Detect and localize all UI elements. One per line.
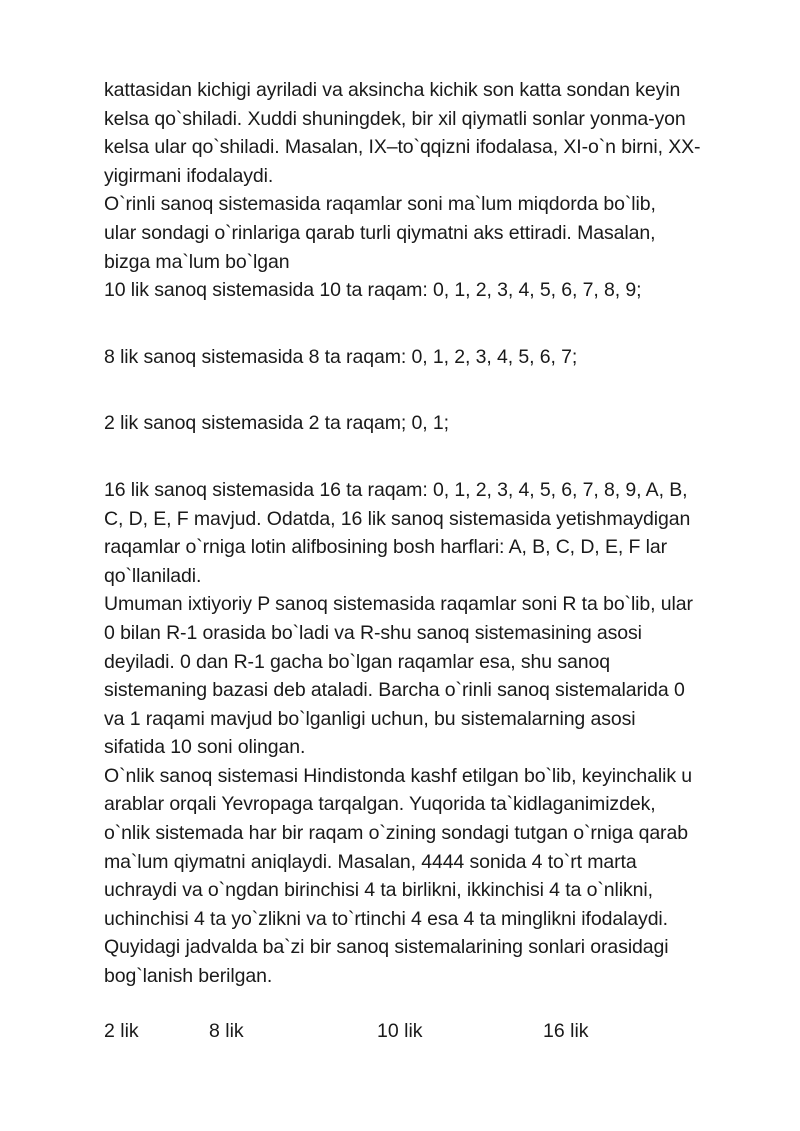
table-header-binary: 2 lik	[104, 1020, 139, 1042]
paragraph-line: C, D, E, F mavjud. Odatda, 16 lik sanoq sistemasida yetishmaydigan	[104, 507, 691, 530]
paragraph-line: O`nlik sanoq sistemasi Hindistonda kashf etilgan bo`lib, keyinchalik u	[104, 764, 693, 787]
paragraph-line: yigirmani ifodalaydi.	[104, 164, 274, 187]
paragraph-line: ma`lum qiymatni aniqlaydi. Masalan, 4444 sonida 4 to`rt marta	[104, 850, 637, 873]
hex-digits-line: 16 lik sanoq sistemasida 16 ta raqam: 0, 1, 2, 3, 4, 5, 6, 7, 8, 9, A, B,	[104, 478, 688, 501]
paragraph-line: kelsa ular qo`shiladi. Masalan, IX–to`qqizni ifodalasa, XI-o`n birni, XX-	[104, 136, 701, 159]
paragraph-line: va 1 raqami mavjud bo`lganligi uchun, bu sistemalarning asosi	[104, 707, 636, 730]
paragraph-line: Quyidagi jadvalda ba`zi bir sanoq sistemalarining sonlari orasidagi	[104, 936, 669, 959]
paragraph-line: o`nlik sistemada har bir raqam o`zining sondagi tutgan o`rniga qarab	[104, 822, 688, 845]
table-header-decimal: 10 lik	[377, 1020, 423, 1042]
decimal-digits-line: 10 lik sanoq sistemasida 10 ta raqam: 0, 1, 2, 3, 4, 5, 6, 7, 8, 9;	[104, 279, 642, 302]
paragraph-line: sifatida 10 soni olingan.	[104, 736, 306, 759]
paragraph-line: bog`lanish berilgan.	[104, 965, 273, 988]
paragraph-line: qo`llaniladi.	[104, 564, 202, 587]
paragraph-line: 0 bilan R-1 orasida bo`ladi va R-shu sanoq sistemasining asosi	[104, 621, 642, 644]
binary-digits-line: 2 lik sanoq sistemasida 2 ta raqam; 0, 1;	[104, 412, 449, 435]
paragraph-line: uchraydi va o`ngdan birinchisi 4 ta birlikni, ikkinchisi 4 ta o`nlikni,	[104, 879, 653, 902]
table-header-row	[0, 1020, 800, 1048]
paragraph-line: ular sondagi o`rinlariga qarab turli qiymatni aks ettiradi. Masalan,	[104, 221, 656, 244]
paragraph-line: sistemaning bazasi deb ataladi. Barcha o`rinli sanoq sistemalarida 0	[104, 679, 685, 702]
paragraph-line: kattasidan kichigi ayriladi va aksincha kichik son katta sondan keyin	[104, 79, 681, 101]
paragraph-line: arablar orqali Yevropaga tarqalgan. Yuqorida ta`kidlaganimizdek,	[104, 793, 656, 816]
paragraph-line: deyiladi. 0 dan R-1 gacha bo`lgan raqamlar esa, shu sanoq	[104, 650, 610, 673]
paragraph-line: bizga ma`lum bo`lgan	[104, 250, 290, 273]
table-header-hex: 16 lik	[543, 1020, 589, 1042]
paragraph-line: kelsa qo`shiladi. Xuddi shuningdek, bir xil qiymatli sonlar yonma-yon	[104, 107, 686, 130]
document-body	[104, 76, 754, 991]
paragraph-line: O`rinli sanoq sistemasida raqamlar soni ma`lum miqdorda bo`lib,	[104, 193, 656, 216]
table-header-octal: 8 lik	[209, 1020, 244, 1042]
paragraph-line: Umuman ixtiyoriy P sanoq sistemasida raqamlar soni R ta bo`lib, ular	[104, 593, 693, 616]
paragraph-line: raqamlar o`rniga lotin alifbosining bosh harflari: A, B, C, D, E, F lar	[104, 536, 667, 559]
octal-digits-line: 8 lik sanoq sistemasida 8 ta raqam: 0, 1, 2, 3, 4, 5, 6, 7;	[104, 345, 578, 368]
paragraph-line: uchinchisi 4 ta yo`zlikni va to`rtinchi 4 esa 4 ta minglikni ifodalaydi.	[104, 907, 668, 930]
